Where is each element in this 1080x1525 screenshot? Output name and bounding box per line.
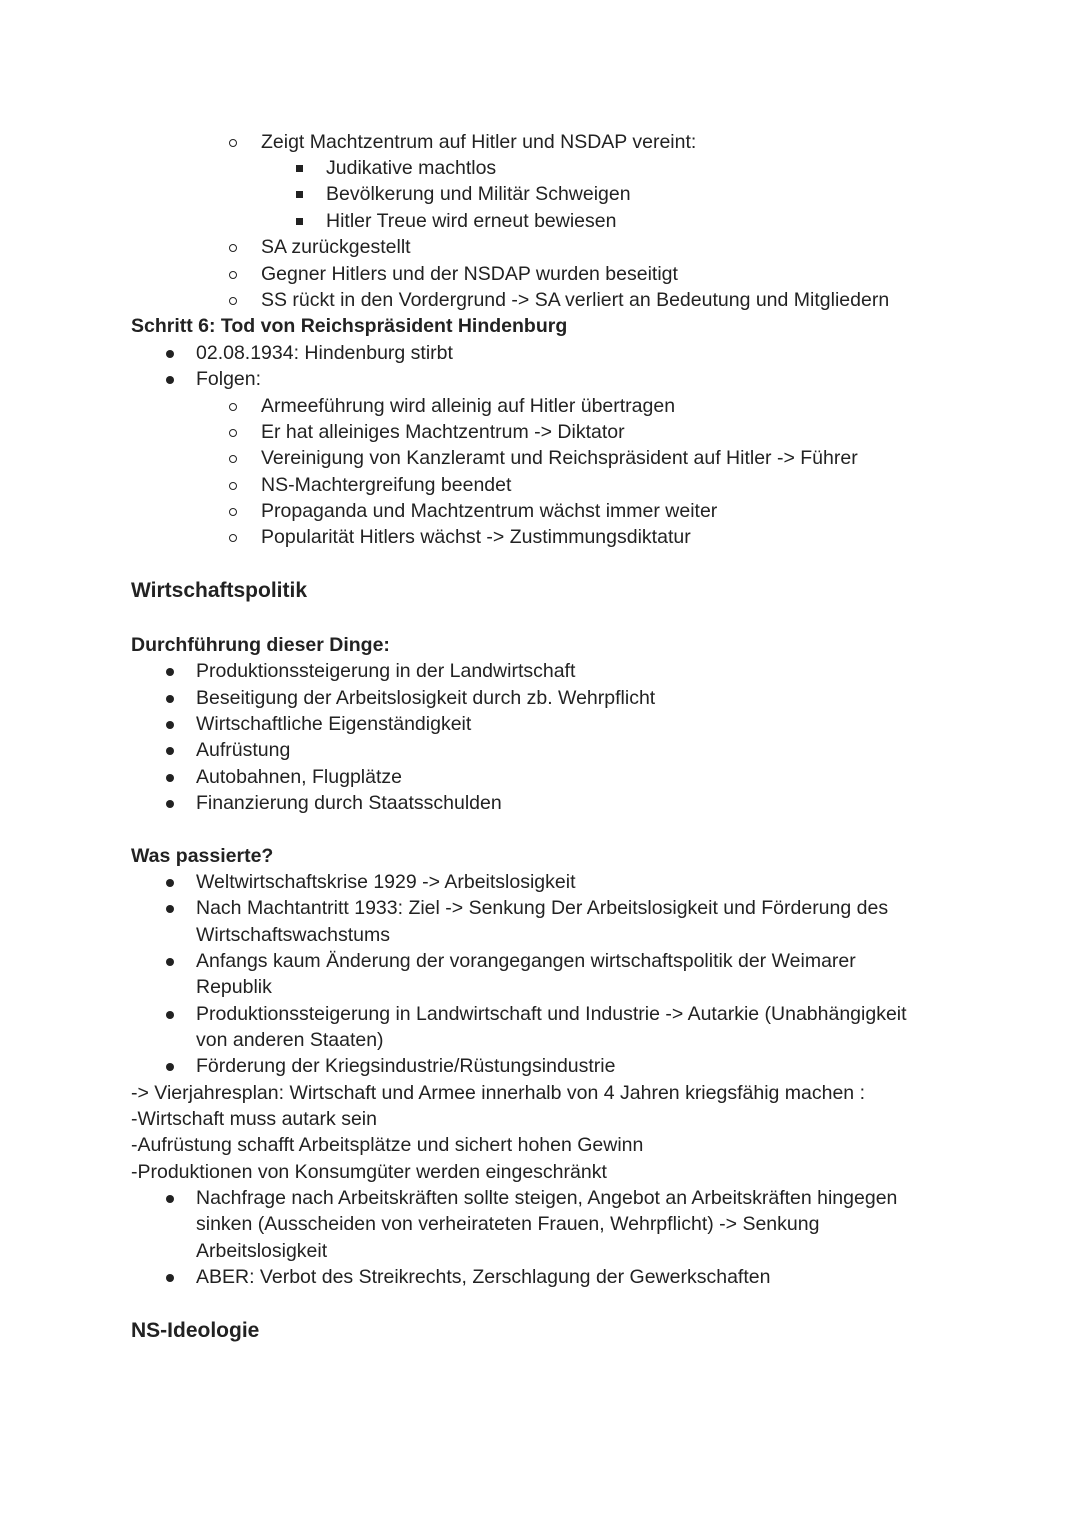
list-item-text: ABER: Verbot des Streikrechts, Zerschlagung der Gewerkschaften bbox=[196, 1266, 771, 1288]
subsection-title bbox=[0, 632, 1080, 658]
circle-bullet-icon bbox=[229, 244, 237, 252]
list-item-text: 02.08.1934: Hindenburg stirbt bbox=[196, 342, 453, 364]
circle-bullet-icon bbox=[229, 482, 237, 490]
list-item bbox=[0, 234, 1080, 260]
list-item bbox=[0, 658, 1080, 684]
list-item-text: sinken (Ausscheiden von verheirateten Frauen, Wehrpflicht) -> Senkung bbox=[196, 1213, 820, 1235]
square-bullet-icon bbox=[296, 218, 303, 225]
disc-bullet-icon bbox=[166, 905, 174, 913]
paragraph-line bbox=[0, 1080, 1080, 1106]
paragraph-line bbox=[0, 1159, 1080, 1185]
list-item-continuation bbox=[0, 922, 1080, 948]
list-item bbox=[0, 711, 1080, 737]
list-item bbox=[0, 472, 1080, 498]
list-item bbox=[0, 685, 1080, 711]
section-heading bbox=[0, 1318, 1080, 1344]
list-item bbox=[0, 869, 1080, 895]
list-item bbox=[0, 445, 1080, 471]
paragraph-text: -> Vierjahresplan: Wirtschaft und Armee innerhalb von 4 Jahren kriegsfähig machen : bbox=[131, 1082, 865, 1104]
disc-bullet-icon bbox=[166, 958, 174, 966]
subsection-title-text: Was passierte? bbox=[131, 845, 274, 867]
list-item-continuation bbox=[0, 1211, 1080, 1237]
list-item bbox=[0, 129, 1080, 155]
square-bullet-icon bbox=[296, 165, 303, 172]
disc-bullet-icon bbox=[166, 1274, 174, 1282]
circle-bullet-icon bbox=[229, 403, 237, 411]
list-item bbox=[0, 1053, 1080, 1079]
disc-bullet-icon bbox=[166, 695, 174, 703]
list-item-text: Beseitigung der Arbeitslosigkeit durch zb. Wehrpflicht bbox=[196, 687, 656, 709]
list-item-text: Aufrüstung bbox=[196, 739, 291, 761]
list-item bbox=[0, 764, 1080, 790]
list-item-text: von anderen Staaten) bbox=[196, 1029, 384, 1051]
circle-bullet-icon bbox=[229, 455, 237, 463]
list-item-text: Gegner Hitlers und der NSDAP wurden beseitigt bbox=[261, 263, 678, 285]
list-item-text: NS-Machtergreifung beendet bbox=[261, 474, 512, 496]
section-heading bbox=[0, 578, 1080, 604]
section-heading-text: NS-Ideologie bbox=[131, 1319, 260, 1342]
disc-bullet-icon bbox=[166, 774, 174, 782]
list-item-text: Republik bbox=[196, 976, 272, 998]
paragraph-text: -Wirtschaft muss autark sein bbox=[131, 1108, 377, 1130]
subsection-title bbox=[0, 843, 1080, 869]
list-item bbox=[0, 895, 1080, 921]
list-item bbox=[0, 737, 1080, 763]
list-item-text: Autobahnen, Flugplätze bbox=[196, 766, 402, 788]
list-item-text: Anfangs kaum Änderung der vorangegangen wirtschaftspolitik der Weimarer bbox=[196, 950, 856, 972]
list-item-text: Produktionssteigerung in der Landwirtschaft bbox=[196, 660, 576, 682]
list-item-text: Propaganda und Machtzentrum wächst immer weiter bbox=[261, 500, 718, 522]
disc-bullet-icon bbox=[166, 800, 174, 808]
subsection-title-text: Durchführung dieser Dinge: bbox=[131, 634, 390, 656]
section-heading-text: Wirtschaftspolitik bbox=[131, 579, 307, 602]
list-item-text: Er hat alleiniges Machtzentrum -> Diktator bbox=[261, 421, 625, 443]
section-title-text: Schritt 6: Tod von Reichspräsident Hindenburg bbox=[131, 315, 568, 337]
paragraph-text: -Produktionen von Konsumgüter werden eingeschränkt bbox=[131, 1161, 607, 1183]
list-item bbox=[0, 948, 1080, 974]
list-item bbox=[0, 340, 1080, 366]
list-item-text: SS rückt in den Vordergrund -> SA verliert an Bedeutung und Mitgliedern bbox=[261, 289, 890, 311]
list-item bbox=[0, 1185, 1080, 1211]
circle-bullet-icon bbox=[229, 429, 237, 437]
disc-bullet-icon bbox=[166, 1011, 174, 1019]
disc-bullet-icon bbox=[166, 747, 174, 755]
list-item-text: Judikative machtlos bbox=[326, 157, 497, 179]
list-item-text: Bevölkerung und Militär Schweigen bbox=[326, 183, 631, 205]
list-item bbox=[0, 366, 1080, 392]
list-item-text: Nachfrage nach Arbeitskräften sollte steigen, Angebot an Arbeitskräften hingegen bbox=[196, 1187, 898, 1209]
square-bullet-icon bbox=[296, 191, 303, 198]
list-item-text: Nach Machtantritt 1933: Ziel -> Senkung Der Arbeitslosigkeit und Förderung des bbox=[196, 897, 889, 919]
list-item-text: Popularität Hitlers wächst -> Zustimmungsdiktatur bbox=[261, 526, 691, 548]
disc-bullet-icon bbox=[166, 1195, 174, 1203]
list-item bbox=[0, 393, 1080, 419]
list-item-text: Produktionssteigerung in Landwirtschaft und Industrie -> Autarkie (Unabhängigkeit bbox=[196, 1003, 907, 1025]
list-item-continuation bbox=[0, 974, 1080, 1000]
list-item bbox=[0, 208, 1080, 234]
disc-bullet-icon bbox=[166, 1063, 174, 1071]
list-item-text: Finanzierung durch Staatsschulden bbox=[196, 792, 502, 814]
list-item-text: Zeigt Machtzentrum auf Hitler und NSDAP vereint: bbox=[261, 131, 697, 153]
list-item bbox=[0, 790, 1080, 816]
list-item-text: Förderung der Kriegsindustrie/Rüstungsindustrie bbox=[196, 1055, 616, 1077]
list-item bbox=[0, 1001, 1080, 1027]
paragraph-line bbox=[0, 1106, 1080, 1132]
circle-bullet-icon bbox=[229, 534, 237, 542]
list-item-text: Wirtschaftliche Eigenständigkeit bbox=[196, 713, 472, 735]
list-item-continuation bbox=[0, 1027, 1080, 1053]
list-item bbox=[0, 1264, 1080, 1290]
circle-bullet-icon bbox=[229, 508, 237, 516]
paragraph-line bbox=[0, 1132, 1080, 1158]
disc-bullet-icon bbox=[166, 376, 174, 384]
list-item-text: Hitler Treue wird erneut bewiesen bbox=[326, 210, 617, 232]
list-item-continuation bbox=[0, 1238, 1080, 1264]
list-item-text: Weltwirtschaftskrise 1929 -> Arbeitslosigkeit bbox=[196, 871, 576, 893]
paragraph-text: -Aufrüstung schafft Arbeitsplätze und sichert hohen Gewinn bbox=[131, 1134, 644, 1156]
disc-bullet-icon bbox=[166, 668, 174, 676]
circle-bullet-icon bbox=[229, 139, 237, 147]
list-item-text: Folgen: bbox=[196, 368, 262, 390]
list-item-text: Vereinigung von Kanzleramt und Reichspräsident auf Hitler -> Führer bbox=[261, 447, 858, 469]
disc-bullet-icon bbox=[166, 721, 174, 729]
list-item bbox=[0, 287, 1080, 313]
circle-bullet-icon bbox=[229, 271, 237, 279]
list-item bbox=[0, 155, 1080, 181]
section-title bbox=[0, 313, 1080, 339]
list-item bbox=[0, 181, 1080, 207]
list-item bbox=[0, 261, 1080, 287]
disc-bullet-icon bbox=[166, 879, 174, 887]
list-item-text: SA zurückgestellt bbox=[261, 236, 411, 258]
list-item-text: Wirtschaftswachstums bbox=[196, 924, 390, 946]
list-item-text: Armeeführung wird alleinig auf Hitler übertragen bbox=[261, 395, 676, 417]
list-item bbox=[0, 524, 1080, 550]
list-item bbox=[0, 419, 1080, 445]
list-item-text: Arbeitslosigkeit bbox=[196, 1240, 328, 1262]
disc-bullet-icon bbox=[166, 350, 174, 358]
circle-bullet-icon bbox=[229, 297, 237, 305]
list-item bbox=[0, 498, 1080, 524]
